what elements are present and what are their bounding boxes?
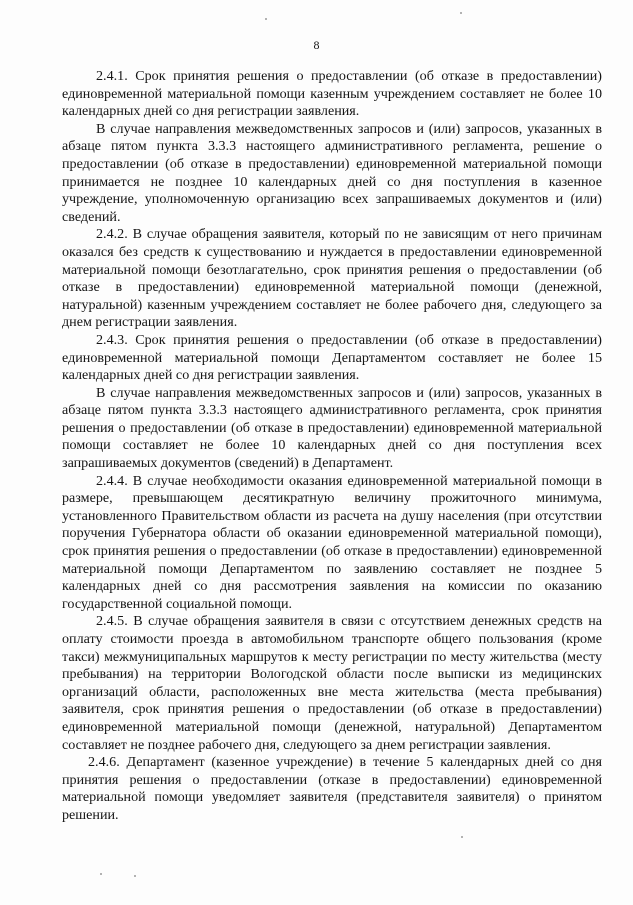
paragraph-2-4-2: 2.4.2. В случае обращения заявителя, который по не зависящим от него причинам оказался без средств к существованию и нуждается в предоставлении единовременной материальной помощи безотлагательно, срок принятия решения о предоставлении (об отказе в предоставлении) единовременной материальной помощи (денежной, натуральной) казенным учреждением составляет не более рабочего дня, следующего за днем регистрации заявления. [62,226,602,331]
paragraph-2-4-4: 2.4.4. В случае необходимости оказания единовременной материальной помощи в размере, превышающем десятикратную величину прожиточного минимума, установленного Правительством области из расчета на душу населения (при отсутствии поручения Губернатора области об оказании единовременной материальной помощи), срок принятия решения о предоставлении (об отказе в предоставлении) единовременной материальной помощи Департаментом по заявлению составляет не позднее 5 календарных дней со дня рассмотрения заявления на комиссии по оказанию государственной социальной помощи. [62,472,602,612]
page-number: 8 [313,38,320,52]
paragraph-2-4-6: 2.4.6. Департамент (казенное учреждение) в течение 5 календарных дней со дня принятия решения о предоставлении (отказе в предоставлении) единовременной материальной помощи уведомляет заявителя (представителя заявителя) о принятом решении. [62,754,602,823]
scan-speck [461,836,463,838]
paragraph-2-4-1-interagency: В случае направления межведомственных запросов и (или) запросов, указанных в абзаце пятом пункта 3.3.3 настоящего административного регламента, решение о предоставлении (об отказе в предоставлении) единовременной материальной помощи принимается не позднее 10 календарных дней со дня поступления в казенное учреждение, уполномоченную организацию всех запрашиваемых документов и (или) сведений. [62,120,602,225]
scan-speck [100,873,102,875]
paragraph-2-4-3: 2.4.3. Срок принятия решения о предоставлении (об отказе в предоставлении) единовременной материальной помощи Департаментом составляет не более 15 календарных дней со дня регистрации заявления. [62,331,602,384]
paragraph-2-4-5: 2.4.5. В случае обращения заявителя в связи с отсутствием денежных средств на оплату стоимости проезда в автомобильном транспорте общего пользования (кроме такси) межмуниципальных маршрутов к месту регистрации по месту жительства (месту пребывания) на территории Вологодской области после выписки из медицинских организаций области, расположенных вне места жительства (места пребывания) заявителя, срок принятия решения о предоставлении (об отказе в предоставлении) единовременной материальной помощи (денежной, натуральной) Департаментом составляет не позднее рабочего дня, следующего за днем регистрации заявления. [62,613,602,753]
scan-speck [134,875,136,877]
scan-speck [460,12,462,14]
scan-speck [265,18,267,20]
paragraph-2-4-3-interagency: В случае направления межведомственных запросов и (или) запросов, указанных в абзаце пятом пункта 3.3.3 настоящего административного регламента, срок принятия решения о предоставлении (об отказе в предоставлении) единовременной материальной помощи составляет не более 10 календарных дней со дня поступления всех запрашиваемых документов (сведений) в Департамент. [62,384,602,472]
document-body [62,68,602,825]
paragraph-2-4-1: 2.4.1. Срок принятия решения о предоставлении (об отказе в предоставлении) единовременной материальной помощи казенным учреждением составляет не более 10 календарных дней со дня регистрации заявления. [62,68,602,120]
